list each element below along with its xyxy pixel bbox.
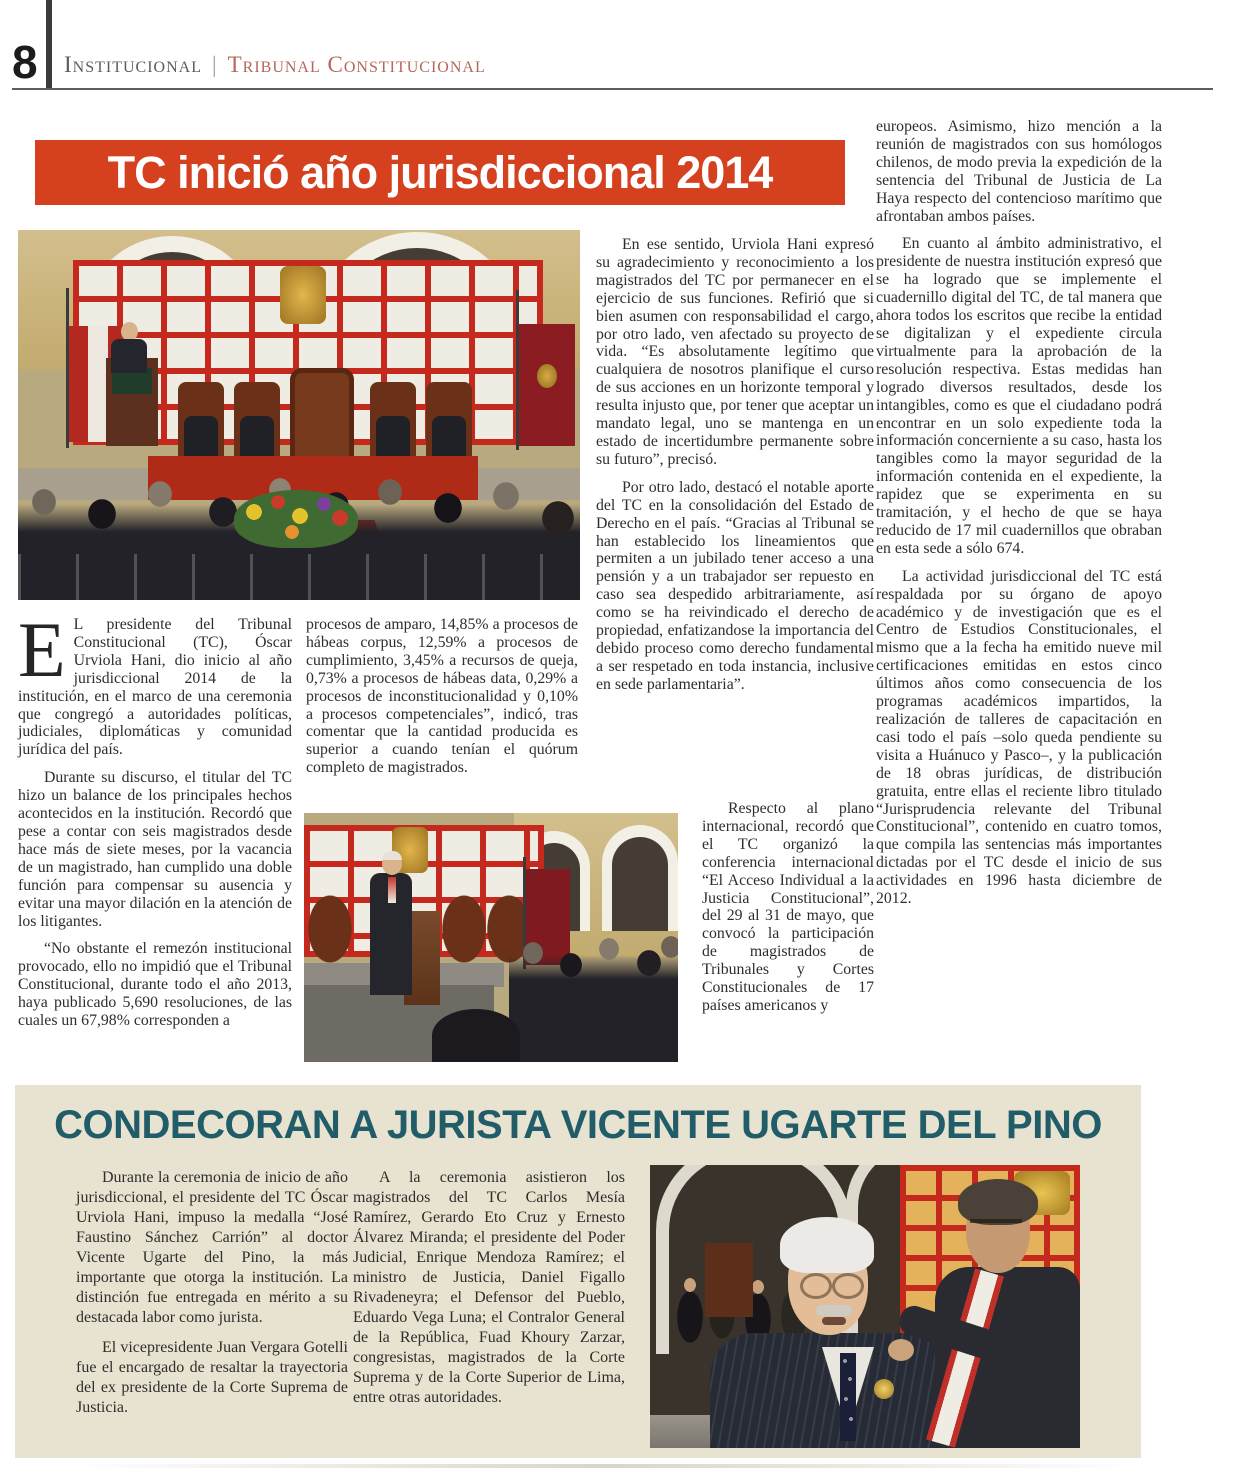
arch-decoration [602,825,678,931]
article-paragraph: europeos. Asimismo, hizo mención a la reunión de magistrados con sus homólogos chilenos, de modo previa la expedición de la sentencia del Tribunal de Justicia de La Haya respecto del contencioso marítimo que afrontaban ambos países. [876,118,1162,225]
recipient-white-hair [780,1217,874,1273]
recipient-mouth [822,1317,846,1325]
speaker-hair [382,851,402,860]
speaker-figure [111,339,147,373]
article-paragraph: Durante la ceremonia de inicio de año jurisdiccional, el presidente del TC Óscar Urviola Hani, impuso la medalla “José Faustino Sánchez Carrión” al doctor Vicente Ugarte del Pino, la más importante que otorga la institución. La distinción fue entregada en mérito a su destacada labor como jurista. [76,1169,348,1326]
article-paragraph: A la ceremonia asistieron los magistrados del TC Carlos Mesía Ramírez, Gerardo Eto Cruz y Ernesto Álvarez Miranda; el presidente del Poder Judicial, Enrique Mendoza Ramírez; el ministro de Justicia, Daniel Figallo Rivadeneyra; el Defensor del Pueblo, Eduardo Vega Luna; el Contralor General de la República, Fuad Khoury Zarzar, congresistas, magistrados de la Corte Suprema y de la Corte Superior de Lima, entre otras autoridades. [353,1169,625,1406]
page-bottom-shadow [70,1464,1140,1468]
flower-arrangement [234,490,358,548]
article-paragraph: Respecto al plano internacional, recordó que el TC organizó la conferencia internacional “El Acceso Individual a la Justicia Constitucional”, del 29 al 31 de mayo, que convocó la participación de magistrados de Tribunales y Cortes Constitucionales de 17 países americanos y [702,800,874,1014]
article-paragraph: El vicepresidente Juan Vergara Gotelli fue el encargado de resaltar la trayectoria del ex presidente de la Corte Suprema de Justicia. [76,1339,348,1416]
article-paragraph: En cuanto al ámbito administrativo, el presidente de nuestra institución expresó que se ha logrado que se implemente el cuadernillo digital del TC, de tal manera que ahora todos los escritos que recibe la entidad se digitalizan y el expediente circula virtualmente para la aprobación de la resolución respectiva. Estas medidas han logrado diversos resultados, desde los intangibles, como es que el ciudadano podrá encontrar en un solo expediente toda la información concerniente a su caso, hasta los tangibles como la mayor seguridad de la información contenida en el expediente, la rapidez que se experimenta en su tramitación, y el hecho de que se haya reducido de 17 mil cuadernillos que obraban en esta sede a sólo 674. [876,235,1162,557]
section-label: Institucional [64,52,202,77]
header-rule [12,88,1213,90]
headline-text: TC inició año jurisdiccional 2014 [107,146,773,198]
award-panel [15,1085,1141,1458]
gold-medal [874,1379,894,1399]
medal-photo [650,1165,1080,1448]
recipient-glasses [800,1273,832,1299]
drop-cap: E [18,606,66,693]
recipient-tie [840,1353,856,1441]
article-paragraph: Durante su discurso, el titular del TC hizo un balance de los principales hechos acontecidos en la institución. Recordó que pese a contar con seis magistrados desde hace más de siete meses, por la vacancia de un magistrado, han cumplido una doble función para compensar su ausencia y evitar una mayor dilación en la atención de los litigantes. [18,769,292,930]
presidential-sash [388,877,396,903]
recipient-mustache [816,1305,852,1316]
article-paragraph: Por otro lado, destacó el notable aporte del TC en la consolidación del Estado de Derecho en el país. “Gracias al Tribunal se han establecido los lineamientos que permiten a un jubilado tener acceso a una pensión y a un trabajador ser repuesto en caso sea despedido arbitrariamente, así como se ha reivindicado el derecho de propiedad, enfatizandose la importancia del debido proceso como derecho fundamental a ser respetado en toda instancia, inclusive en sede parlamentaria”. [596,478,874,693]
article-paragraph [18,606,292,759]
officer-hand [888,1339,914,1361]
gold-crest [280,266,326,324]
audience-crowd [509,931,678,1062]
panel-column-1 [76,1168,348,1418]
officer-glasses [970,1219,1022,1223]
text-column-2 [306,616,578,806]
tc-standard [519,324,575,446]
subsection-label: Tribunal Constitucional [227,52,486,77]
standard-emblem [537,364,557,388]
article-paragraph: En ese sentido, Urviola Hani expresó su agradecimiento y reconocimiento a los magistrados del TC por permanecer en el ejercicio de sus funciones. Refirió que si bien asumen con responsabilidad el cargo, por otro lado, ven afectado su proyecto de vida. “Es absolutamente legítimo que cualquiera de nosotros planifique el curso de sus acciones en un horizonte temporal y resulta injusto que, por tener que aceptar un mandato legal, uno se mantenga en un estado de incertidumbre permanente sobre su futuro”, precisó. [596,236,874,468]
speech-photo [304,813,678,1062]
foreground-head [432,1009,520,1062]
ceremony-photo [18,230,580,600]
page-number: 8 [12,36,38,88]
text-column-4 [876,118,1162,1063]
article-paragraph: procesos de amparo, 14,85% a procesos de hábeas corpus, 12,59% a procesos de cumplimiento, 3,45% a recursos de queja, 0,73% a procesos de hábeas data, 0,29% a procesos de inconstitucionalidad y 0,10% a procesos competenciales”, indicó, tras comentar que la cantidad producida es superior a cuando tenían el quórum completo de magistrados. [306,616,578,777]
chair-backs [18,554,580,600]
podium [705,1243,753,1317]
panel-column-2 [353,1168,625,1408]
arch-interior [612,837,668,931]
header-divider-bar [46,0,52,89]
text-column-3 [596,236,874,811]
breadcrumb [64,52,486,78]
text-column-3-narrow [702,800,874,1065]
paragraph-text: L presidente del Tribunal Constitucional (TC), Óscar Urviola Hani, dio inicio al año jurisdiccional 2014 de la institución, en el marco de una ceremonia que congregó a autoridades políticas, judiciales, diplomáticas y comunidad jurídica del país. [18,616,292,759]
article-paragraph: “No obstante el remezón institucional provocado, ello no impidió que el Tribunal Constitucional, durante todo el año 2013, haya publicado 5,690 resoluciones, de las cuales un 67,98% corresponden a [18,940,292,1030]
panel-headline: CONDECORAN A JURISTA VICENTE UGARTE DEL PINO [54,1103,1102,1147]
recipient-glasses [832,1273,864,1299]
headline-banner [35,140,845,205]
section-separator: | [211,52,218,77]
article-paragraph: La actividad jurisdiccional del TC está respaldada por su órgano de apoyo académico y de investigación que es el Centro de Estudios Constitucionales, el mismo que a la fecha ha emitido nueve mil certificaciones emitidas en estos cinco últimos años como consecuencia de los programas académicos impartidos, la realización de talleres de capacitación en casi todo el país –solo queda pendiente su visita a Huánuco y Pasco–, y la publicación de 18 obras jurídicas, de distribución gratuita, entre ellas el reciente libro titulado “Jurisprudencia relevante del Tribunal Constitucional”, contenido en cuatro tomos, que compila las sentencias más importantes dictadas por el TC desde el inicio de sus actividades en 1996 hasta diciembre de 2012. [876,567,1162,908]
text-column-1 [18,606,292,1064]
